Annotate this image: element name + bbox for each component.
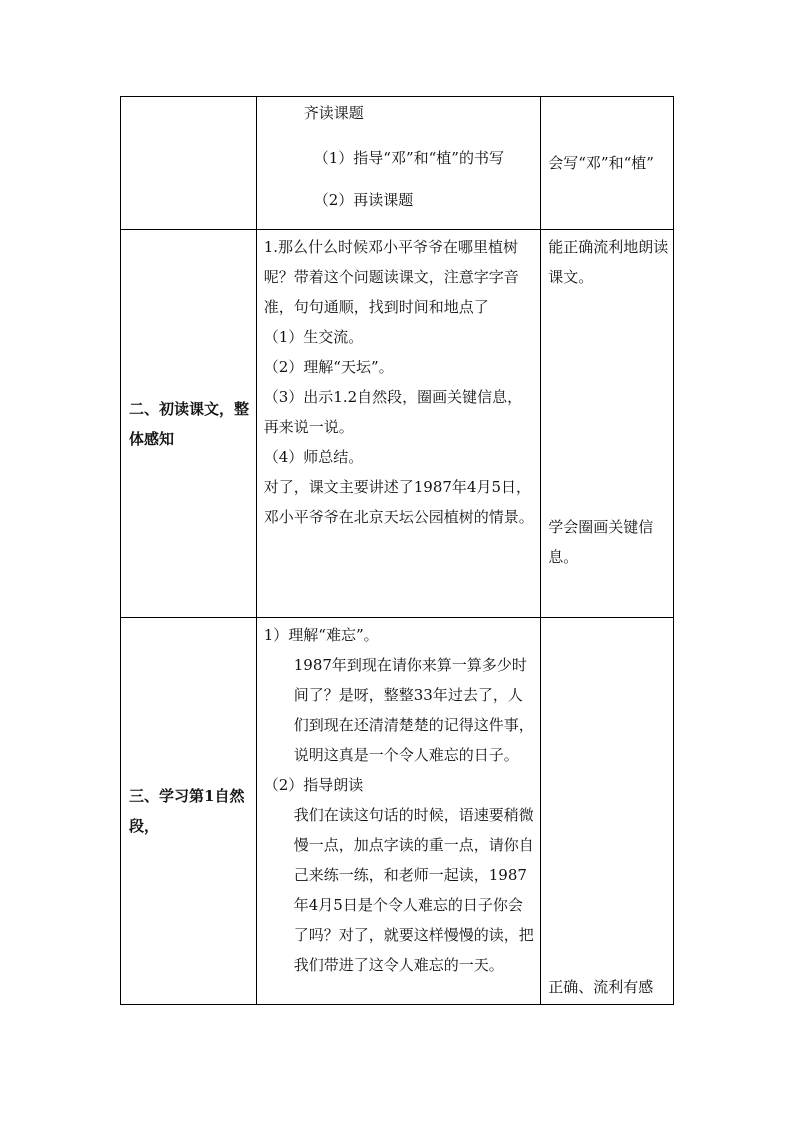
activity-line: （2）指导朗读 [263, 776, 364, 794]
activity-line: 我们在读这句话的时候，语速要稍微慢一点，加点字读的重一点，请你自己来练一练，和老师一起读，1987年4月5日是个令人难忘的日子你会了吗？对了，就要这样慢慢的读，把我们带进了这令人难忘的一天。 [293, 806, 534, 974]
activity-cell [256, 230, 541, 618]
lesson-plan-table [120, 96, 674, 1005]
activity-line: （1）生交流。 [263, 328, 364, 346]
activity-cell [256, 618, 541, 1005]
goal-note: 会写“邓”和“植” [548, 154, 654, 172]
activity-line: 1987年到现在请你来算一算多少时间了？是呀，整整33年过去了，人们到现在还清清楚楚的记得这件事，说明这真是一个令人难忘的日子。 [293, 656, 534, 764]
activity-line: 齐读课题 [303, 104, 364, 122]
activity-line: （1）指导“邓”和“植”的书写 [313, 149, 504, 167]
section-cell: 二、初读课文，整体感知 [121, 230, 257, 618]
activity-line: 对了，课文主要讲述了1987年4月5日，邓小平爷爷在北京天坛公园植树的情景。 [263, 478, 534, 526]
goal-cell [541, 97, 674, 230]
goal-cell [541, 230, 674, 618]
goal-note: 能正确流利地朗读课文。 [548, 238, 669, 286]
activity-line: 1）理解“难忘”。 [263, 626, 379, 644]
section-cell: 三、学习第1自然段， [121, 618, 257, 1005]
activity-line: （2）再读课题 [313, 191, 414, 209]
activity-line: （4）师总结。 [263, 448, 364, 466]
goal-note: 学会圈画关键信息。 [548, 518, 654, 566]
goal-cell [541, 618, 674, 1005]
goal-note: 正确、流利有感 [548, 978, 654, 996]
activity-line: （2）理解“天坛”。 [263, 358, 394, 376]
section-cell [121, 97, 257, 230]
table-row [121, 97, 674, 230]
table-row [121, 618, 674, 1005]
activity-line: （3）出示1.2自然段，圈画关键信息，再来说一说。 [263, 388, 523, 436]
activity-cell [256, 97, 541, 230]
activity-line: 1.那么什么时候邓小平爷爷在哪里植树呢？带着这个问题读课文，注意字字音准，句句通顺，找到时间和地点了 [263, 238, 519, 316]
table-row [121, 230, 674, 618]
